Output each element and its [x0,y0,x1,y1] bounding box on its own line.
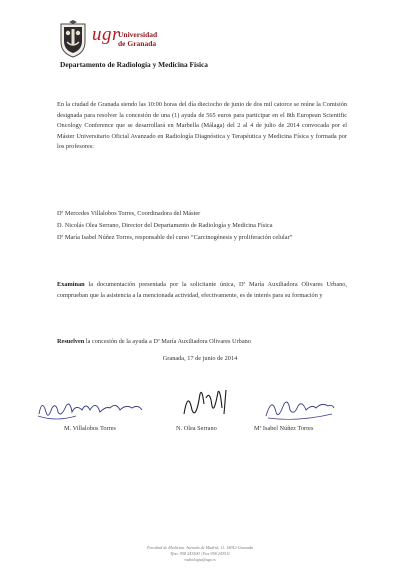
footer-line2: Tfno. 958 243500 | Fax 958 243511 [169,551,231,556]
signature-name-villalobos: M. Villalobos Torres [64,425,116,432]
examine-paragraph [57,280,347,301]
ugr-logo-text: ugr [92,24,120,45]
signature-name-nunez: Mª Isabel Núñez Torres [254,425,314,432]
committee-member: D. Nicolás Olea Serrano, Director del Departamento de Radiología y Medicina Física [57,222,273,229]
resolve-text: la concesión de la ayuda a Dª María Auxiliadora Olivares Urbano [84,338,251,345]
signature-nunez [262,392,338,424]
footer-line3: radiologia@ugr.es [184,557,216,562]
signature-name-olea: N. Olea Serrano [176,425,217,432]
document-date: Granada, 17 de junio de 2014 [162,355,238,362]
footer-address [0,545,400,563]
signature-villalobos [36,392,146,428]
resolve-paragraph [57,338,357,345]
department-title: Departamento de Radiología y Medicina Física [60,60,209,69]
committee-member: Dª Mercedes Villalobos Torres, Coordinadora del Máster [57,210,201,217]
university-name-line2: de Granada [118,39,157,48]
committee-list [57,208,357,244]
signature-olea [178,384,238,424]
university-seal-logo [57,20,89,58]
examine-text: la documentación presentada por la solicitante única, Dª María Auxiliadora Olivares Urbano, comprueban que la asistencia a la mencionada actividad, efectivamente, es de interés para su formación y [57,281,347,299]
examine-lead: Examinan [57,281,85,288]
intro-paragraph: En la ciudad de Granada siendo las 10:00 horas del día dieciocho de junio de dos mil catorce se reúne la Comisión designada para resolver la concesión de una (1) ayuda de 565 euros para participar en el 8th European Scientific Oncology Conference que se desarrollará en Marbella (Málaga) del 2 al 4 de julio de 2014 convocada por el Máster Universitario Oficial Avanzado en Radiología Diagnóstica y Terapéutica y Medicina Física y formada por los profesores: [57,101,347,150]
resolve-lead: Resuelven [57,338,85,345]
university-name [118,30,157,48]
committee-member: Dª María Isabel Núñez Torres, responsable del curso “Carcinogénesis y proliferación celular” [57,234,293,241]
university-name-line1: Universidad [118,30,158,39]
footer-line1: Facultad de Medicina. Avenida de Madrid, 11. 18012 Granada [147,545,253,550]
